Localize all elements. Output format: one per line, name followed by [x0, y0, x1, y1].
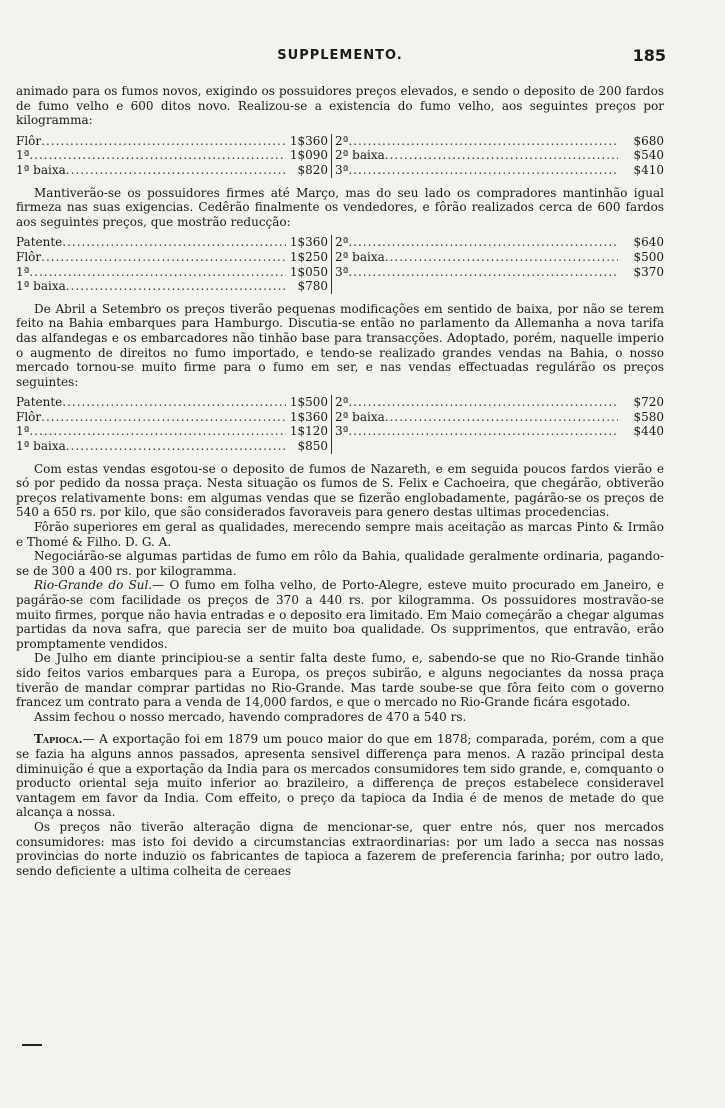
page-body [16, 84, 664, 878]
table-row [16, 395, 664, 410]
grade-label: Patente [16, 395, 63, 410]
price-value: $370 [633, 264, 664, 279]
price-value: 1$360 [286, 134, 332, 149]
grade-label: 2ª baixa [335, 249, 385, 264]
price-value: 1$360 [286, 235, 332, 250]
printer-mark [22, 1044, 42, 1046]
price-value: $820 [286, 163, 332, 178]
table-row [16, 279, 664, 294]
price-value: $580 [633, 409, 664, 424]
price-value: $410 [633, 162, 664, 177]
table-row [16, 424, 664, 439]
paragraph: Fôrão superiores em geral as qualidades, merecendo sempre mais aceitação as marcas Pinto & Irmão e Thomé & Filho. D. G. A. [16, 520, 664, 549]
price-value: $640 [633, 235, 664, 250]
grade-label: 1ª baixa [16, 439, 66, 454]
price-value: $780 [286, 279, 332, 294]
grade-label: 2ª [335, 395, 349, 410]
grade-label: 1ª baixa [16, 279, 66, 294]
paragraph: Negociárão-se algumas partidas de fumo em rôlo da Bahia, qualidade geralmente ordinaria, pagando-se de 300 a 400 rs. por kilogramma. [16, 549, 664, 578]
paragraph: animado para os fumos novos, exigindo os possuidores preços elevados, e sendo o deposito de 200 fardos de fumo velho e 600 ditos novo. Realizou-se a existencia do fumo velho, aos seguintes preços por kilogramma: [16, 84, 664, 128]
grade-label: 1ª [16, 148, 30, 163]
paragraph: Assim fechou o nosso mercado, havendo compradores de 470 a 540 rs. [34, 709, 467, 724]
paragraph: Com estas vendas esgotou-se o deposito de fumos de Nazareth, e em seguida poucos fardos vierão e só por pedido da nossa praça. Nesta situação os fumos de S. Felix e Cachoeira, que chegárão, obtiverão preços relativamente bons: em algumas vendas que se fizerão englobadamente, pagárão-se os preços de 540 a 650 rs. por kilo, que são considerados favoraveis para genero destas ultimas procedencias. [16, 461, 664, 520]
price-value: 1$090 [286, 148, 332, 163]
paragraph [16, 578, 664, 651]
section-lead: Rio-Grande do Sul. [34, 578, 153, 593]
price-value: 1$050 [286, 265, 332, 280]
grade-label: 1ª [16, 264, 30, 279]
price-value: 1$500 [286, 395, 332, 410]
price-table [16, 235, 664, 293]
running-title: SUPPLEMENTO. [277, 48, 403, 63]
paragraph-text: — O fumo em folha velho, de Porto-Alegre, esteve muito procurado em Janeiro, e pagárão-se com facilidade os preços de 370 a 440 rs. por kilogramma. Os possuidores mostravão-se muito firmes, porque não havia entradas e o deposito era limitado. Em Maio começárão a chegar algumas partidas da nova safra, que parecia ser de muito boa qualidade. Os supprimentos, que entravão, erão promptamente vendidos. [16, 578, 664, 651]
paragraph: De Julho em diante principiou-se a sentir falta deste fumo, e, sabendo-se que no Rio-Grande tinhão sido feitos varios embarques para a Europa, os preços subirão, e alguns negociantes da nossa praça tiverão de mandar comprar partidas no Rio-Grande. Mas tarde soube-se que fôra feito com o governo francez um contrato para a venda de 14,000 fardos, e que o mercado no Rio-Grande ficára esgotado. [16, 651, 664, 710]
price-value: $440 [633, 424, 664, 439]
paragraph-text: — A exportação foi em 1879 um pouco maior do que em 1878; comparada, porém, com a que se fazia ha alguns annos passados, apresenta sensivel differença para menos. A razão principal desta diminuição é que a exportação da India para os mercados consumidores tem sido grande, e, comquanto o producto oriental seja muito inferior ao brazileiro, a differença de preços estabelece consideravel vantagem em favor da India. Com effeito, o preço da tapioca da India é de menos de metade do que alcança a nossa. [16, 732, 664, 820]
table-row [16, 265, 664, 280]
grade-label: 1ª [16, 424, 30, 439]
grade-label: 1ª baixa [16, 162, 66, 177]
table-row [16, 134, 664, 149]
price-value: $850 [286, 439, 332, 454]
grade-label: 2ª [335, 235, 349, 250]
paragraph: Mantiverão-se os possuidores firmes até Março, mas do seu lado os compradores mantinhão igual firmeza nas suas exigencias. Cedêrão finalmente os vendedores, e fôrão realizados cerca de 600 fardos aos seguintes preços, que mostrão reducção: [16, 185, 664, 229]
price-value: 1$360 [286, 410, 332, 425]
price-value: $720 [633, 395, 664, 410]
table-row [16, 163, 664, 178]
grade-label: 3ª [335, 162, 349, 177]
grade-label: Patente [16, 235, 63, 250]
grade-label: 3ª [335, 424, 349, 439]
price-value: 1$120 [286, 424, 332, 439]
price-value: 1$250 [286, 250, 332, 265]
grade-label: Flôr [16, 249, 42, 264]
price-value: $540 [633, 148, 664, 163]
paragraph [16, 732, 664, 820]
table-row [16, 250, 664, 265]
table-row [16, 410, 664, 425]
price-table [16, 395, 664, 453]
grade-label: 2ª baixa [335, 148, 385, 163]
table-row [16, 235, 664, 250]
grade-label: 2ª baixa [335, 409, 385, 424]
grade-label: 2ª [335, 133, 349, 148]
paragraph: De Abril a Setembro os preços tiverão pequenas modificações em sentido de baixa, por não se terem feito na Bahia embarques para Hamburgo. Discutia-se então no parlamento da Allemanha a nova tarifa das alfandegas e os embarcadores não tinhão base para transacções. Adoptado, porém, naquelle imperio o augmento de direitos no fumo importado, e tendo-se realizado grandes vendas na Bahia, o nosso mercado tornou-se muito firme para o fumo em ser, e nas vendas effectuadas regulárão os preços seguintes: [16, 301, 664, 389]
price-value: $500 [633, 249, 664, 264]
section-lead: Tapioca. [34, 732, 83, 747]
table-row [16, 439, 664, 454]
page-header [16, 48, 664, 70]
paragraph: Os preços não tiverão alteração digna de mencionar-se, quer entre nós, quer nos mercados consumidores: mas isto foi devido a circumstancias extraordinarias: por um lado a secca nas nossas provincias do norte induzio os fabricantes de tapioca a fazerem de preferencia farinha; por outro lado, sendo deficiente a ultima colheita de cereaes [16, 819, 664, 878]
page-number: 185 [632, 46, 666, 65]
grade-label: Flôr [16, 409, 42, 424]
price-table [16, 134, 664, 178]
price-value: $680 [633, 133, 664, 148]
grade-label: Flôr [16, 133, 42, 148]
table-row [16, 148, 664, 163]
grade-label: 3ª [335, 264, 349, 279]
